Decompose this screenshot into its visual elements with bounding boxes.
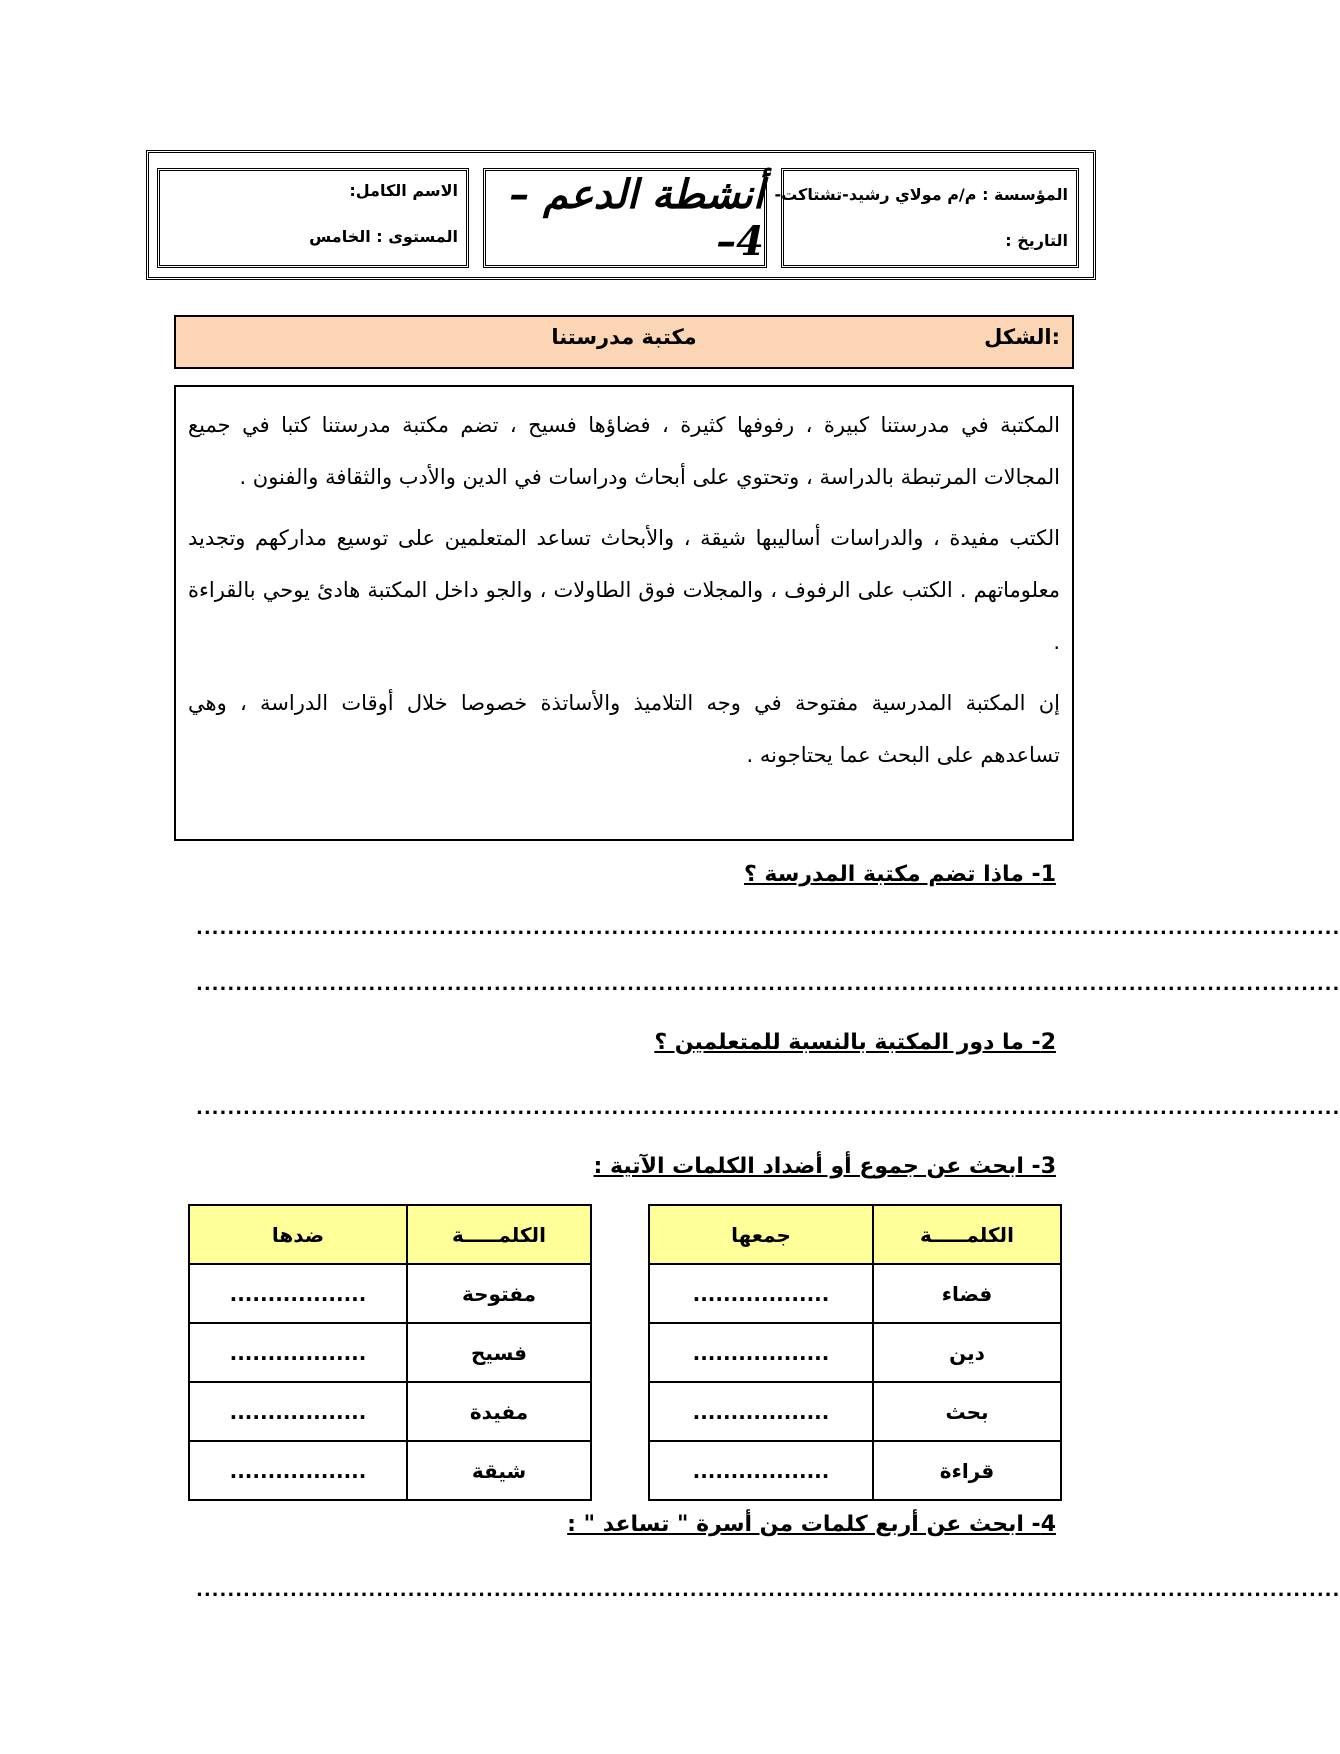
paragraph-3: إن المكتبة المدرسية مفتوحة في وجه التلاميذ والأساتذة خصوصا خلال أوقات الدراسة ، وهي تساعدهم على البحث عما يحتاجونه . bbox=[188, 691, 1060, 767]
word-cell: فسيح bbox=[407, 1323, 591, 1382]
answer-cell[interactable]: .................. bbox=[649, 1323, 873, 1382]
answer-cell[interactable]: .................. bbox=[189, 1323, 407, 1382]
answer-line[interactable]: .................................................................................................................................................. bbox=[196, 1580, 1340, 1601]
title-cell bbox=[483, 168, 767, 268]
word-cell: مفيدة bbox=[407, 1382, 591, 1441]
level-label: المستوى : الخامس bbox=[309, 227, 458, 246]
shape-label: الشكل: bbox=[984, 325, 1060, 349]
table-row bbox=[189, 1382, 591, 1441]
question-3: 3- ابحث عن جموع أو أضداد الكلمات الآتية : bbox=[593, 1154, 1056, 1179]
table-header-row bbox=[189, 1205, 591, 1264]
answer-line[interactable]: .................................................................................................................................................. bbox=[196, 1098, 1340, 1119]
table-row bbox=[649, 1382, 1061, 1441]
full-name-label: الاسم الكامل: bbox=[349, 181, 458, 200]
word-cell: شيقة bbox=[407, 1441, 591, 1500]
institution-cell bbox=[774, 168, 1079, 268]
answer-cell[interactable]: .................. bbox=[649, 1264, 873, 1323]
answer-line[interactable]: .................................................................................................................................................. bbox=[196, 974, 1340, 995]
header-plural: جمعها bbox=[649, 1205, 873, 1264]
plural-table bbox=[648, 1204, 1062, 1501]
word-cell: بحث bbox=[873, 1382, 1061, 1441]
table-header-row bbox=[649, 1205, 1061, 1264]
student-cell bbox=[157, 168, 469, 268]
answer-cell[interactable]: .................. bbox=[189, 1382, 407, 1441]
header-word: الكلمـــــة bbox=[873, 1205, 1061, 1264]
antonym-table bbox=[188, 1204, 592, 1501]
table-row bbox=[649, 1264, 1061, 1323]
word-cell: قراءة bbox=[873, 1441, 1061, 1500]
header-box bbox=[146, 150, 1096, 280]
question-4: 4- ابحث عن أربع كلمات من أسرة " تساعد " : bbox=[567, 1512, 1056, 1537]
table-row bbox=[649, 1323, 1061, 1382]
table-row bbox=[189, 1323, 591, 1382]
institution-text: المؤسسة : م/م مولاي رشيد-تشتاكت- bbox=[774, 185, 1068, 204]
answer-cell[interactable]: .................. bbox=[649, 1382, 873, 1441]
text-title: مكتبة مدرستنا bbox=[551, 325, 697, 349]
word-cell: دين bbox=[873, 1323, 1061, 1382]
question-2: 2- ما دور المكتبة بالنسبة للمتعلمين ؟ bbox=[654, 1030, 1056, 1055]
table-row bbox=[189, 1264, 591, 1323]
word-cell: مفتوحة bbox=[407, 1264, 591, 1323]
header-antonym: ضدها bbox=[189, 1205, 407, 1264]
table-row bbox=[649, 1441, 1061, 1500]
answer-line[interactable]: .................................................................................................................................................. bbox=[196, 918, 1340, 939]
date-label: التاريخ : bbox=[1005, 231, 1068, 250]
paragraph-1: المكتبة في مدرستنا كبيرة ، رفوفها كثيرة ، فضاؤها فسيح ، تضم مكتبة مدرستنا كتبا في جميع المجالات المرتبطة بالدراسة ، وتحتوي على أبحاث ودراسات في الدين والأدب والثقافة والفنون . bbox=[188, 413, 1060, 489]
table-row bbox=[189, 1441, 591, 1500]
shape-bar bbox=[174, 315, 1074, 369]
question-1: 1- ماذا تضم مكتبة المدرسة ؟ bbox=[743, 862, 1056, 887]
answer-cell[interactable]: .................. bbox=[189, 1264, 407, 1323]
worksheet-title: أنشطة الدعم – 4– bbox=[509, 171, 764, 265]
paragraph-2: الكتب مفيدة ، والدراسات أساليبها شيقة ، والأبحاث تساعد المتعلمين على توسيع مداركهم وتجديد معلوماتهم . الكتب على الرفوف ، والمجلات فوق الطاولات ، والجو داخل المكتبة هادئ يوحي بالقراءة . bbox=[188, 526, 1060, 654]
answer-cell[interactable]: .................. bbox=[649, 1441, 873, 1500]
answer-cell[interactable]: .................. bbox=[189, 1441, 407, 1500]
reading-text-box bbox=[174, 385, 1074, 841]
word-cell: فضاء bbox=[873, 1264, 1061, 1323]
header-word: الكلمـــــة bbox=[407, 1205, 591, 1264]
